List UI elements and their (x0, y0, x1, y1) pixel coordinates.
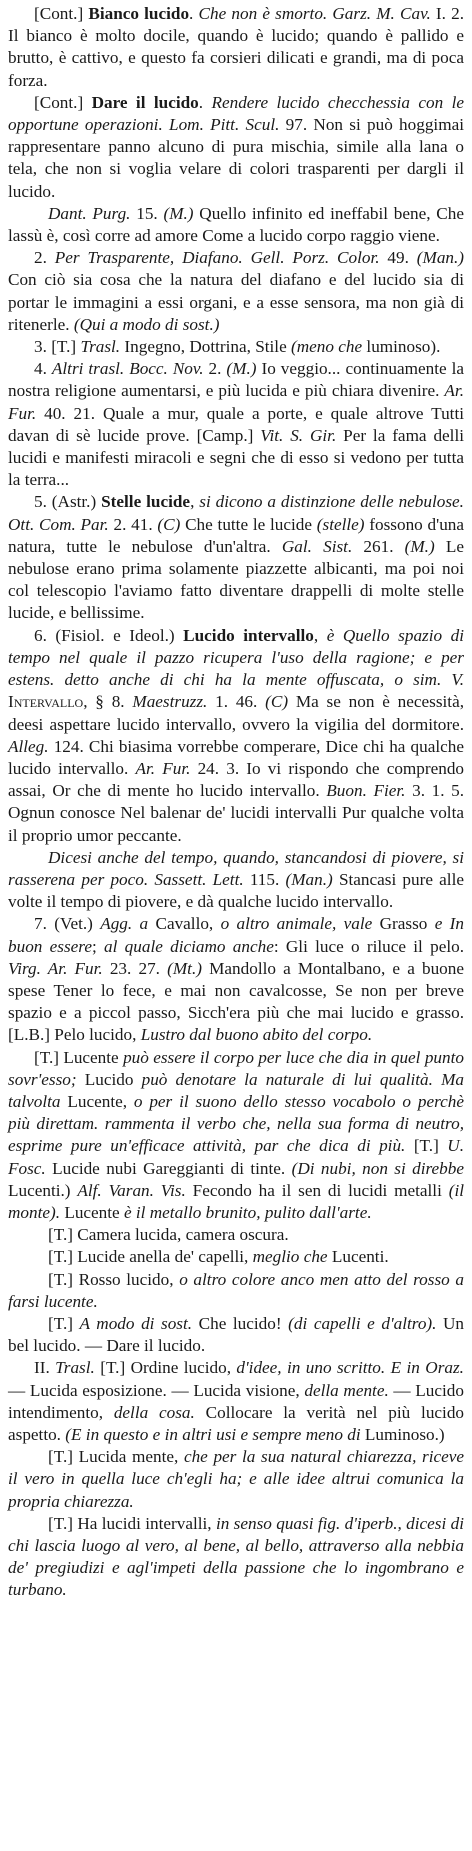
text-run: Quello infinito ed ineffabil bene, Che lassù è, così corre ad amore Come a lucido corpo raggio viene. (8, 203, 464, 246)
text-run: (M.) (163, 203, 194, 223)
text-run: al quale diciamo anche (104, 936, 274, 956)
text-run: Lucide nubi Gareggianti di tinte. (45, 1158, 292, 1178)
text-run: Che non è smorto. Garz. M. Cav. (198, 4, 431, 23)
text-run: A modo di sost. (79, 1313, 193, 1333)
text-run: o altro colore anco men atto del rosso a farsi lucente. (8, 1269, 464, 1311)
text-run: d'idee, in uno scritto. E in Oraz. (236, 1358, 464, 1378)
entry-3-trasl (8, 336, 464, 358)
text-run: Dare il lucido (91, 92, 199, 112)
text-run: della cosa. (113, 1402, 195, 1422)
text-run: [T.] (48, 1313, 80, 1333)
text-run: [T.] Lucide anella de' capelli, (48, 1247, 253, 1267)
text-run: Trasl. (80, 337, 121, 357)
text-run: Lucenti. (327, 1247, 389, 1267)
text-run: che per la sua natural chiarezza, riceve il vero in quella luce ch'egli ha; e alle idee altrui comunica la propria chiarezza. (8, 1447, 464, 1511)
entry-4-altri-trasl (8, 358, 464, 491)
text-run: (C) (265, 692, 289, 712)
text-run: è Quello spazio di tempo nel quale il pazzo ricupera l'uso della ragione; e per estens. detto anche di chi ha la mente offuscata, o sim. V. (8, 625, 464, 690)
text-run: o per il suono dello stesso vocabolo o perchè più direttam. rammenta il verbo che, nella sua forma di neutro, esprime pure un'efficace attività, par che dica di più. (8, 1091, 464, 1156)
text-run: Lucente (60, 1202, 124, 1222)
entry-ii-trasl (8, 1357, 464, 1446)
text-run: 1. 46. (207, 692, 266, 712)
text-run: Le nebulose erano prima solamente piazzette albicanti, ma poi noi col telescopio l'aviamo fatto diventare drappelli di molte stelle lucide, e bellissime. (8, 536, 464, 623)
text-run: Mandollo a Montalbano, e a buone spese Tener lo fece, e mai non cavalcosse, Se non per breve spazio e a piccol passo, Sicch'era più che mai lucido e grasso. [L.B.] Pelo lucido, (8, 958, 464, 1045)
text-run: o altro animale, vale (220, 914, 373, 934)
text-run: Bianco lucido (88, 4, 190, 23)
text-run: [T.] Camera lucida, camera oscura. (48, 1225, 289, 1245)
text-run: Lustro dal buono abito del corpo. (140, 1025, 373, 1045)
text-run: Alf. Varan. Vis. (77, 1180, 186, 1200)
entry-dare-il-lucido (8, 92, 464, 203)
text-run: Gal. Sist. (281, 536, 353, 556)
text-run: . (189, 4, 199, 23)
text-run: — Lucida esposizione. — Lucida visione, (8, 1380, 305, 1400)
text-run: Lucido intervallo (183, 625, 314, 645)
text-run: . (198, 92, 212, 112)
text-run: (meno che (291, 337, 363, 357)
text-run: [T.] Lucente (34, 1047, 124, 1067)
text-run: Ingegno, Dottrina, Stile (120, 337, 292, 357)
text-run: 23. 27. (102, 958, 168, 978)
text-run: (Mt.) (167, 958, 202, 978)
text-run: Lucente, (60, 1091, 134, 1111)
text-run: , (190, 492, 200, 512)
text-run: — Lucido intendimento, (8, 1380, 464, 1422)
text-run: I. 2. Il bianco è molto docile, quando è lucido; quando è pallido e brutto, è cattivo, e questo fa corsieri dilicati e grandi, ma di poca forza. (8, 4, 465, 90)
entry-bianco-lucido (8, 3, 464, 92)
text-run: [T.] Ha lucidi intervalli, (48, 1513, 216, 1533)
text-run: Ma se non è necessità, deesi aspettare lucido intervallo, ovvero la vigilia del dormitore. (8, 692, 464, 734)
text-run: Altri trasl. Bocc. Nov. (51, 359, 204, 379)
text-run: 3. [T.] (34, 337, 81, 357)
text-run: (M.) (226, 359, 257, 379)
text-run: , (313, 625, 327, 645)
text-run: Collocare la verità nel più lucido aspetto. (8, 1402, 465, 1444)
text-run: [T.] (405, 1136, 448, 1156)
text-run: (Man.) (416, 248, 465, 268)
text-run: Lucido (76, 1069, 142, 1089)
text-run: Per la fama delli lucidi e manifesti miracoli e segni che di esso si vedono per tutta la terra... (8, 425, 464, 490)
text-run: meglio che (252, 1247, 328, 1267)
text-run: [T.] Ordine lucido, (94, 1358, 237, 1378)
text-run: Che tutte le lucide (180, 514, 317, 534)
text-run: 2. (34, 248, 55, 268)
text-run: 24. 3. Io vi rispondo che comprendo assai, Or che di mente ho lucido intervallo. (8, 758, 465, 801)
text-run: Intervallo (8, 692, 84, 712)
entry-lucide-anella (8, 1246, 464, 1268)
text-run: Agg. a (100, 914, 149, 934)
text-run: 3. 1. 5. Ognun conosce Nel balenar de' lucidi intervalli Pur qualche volta il proprio umor peccante. (8, 781, 465, 845)
text-run: fossono d'una natura, tutte le nebulose d'un'altra. (8, 514, 465, 556)
text-run: U. Fosc. (8, 1136, 464, 1178)
text-run: : Gli luce o riluce il pelo. (273, 936, 464, 956)
text-run: Per Trasparente, Diafano. Gell. Porz. Color. (54, 248, 380, 268)
text-run: Cavallo, (148, 914, 221, 934)
text-run: 7. (Vet.) (34, 914, 101, 934)
entry-modo-di-sost (8, 1313, 464, 1357)
text-run: Con ciò sia cosa che la natura del diafano e del lucido sia di portar le immagini a essi organi, e a esse sensora, ma non già di ritenerle. (8, 270, 464, 334)
text-run: II. (34, 1358, 56, 1378)
text-run: [T.] Lucida mente, (48, 1447, 184, 1467)
entry-camera-lucida (8, 1224, 464, 1246)
entry-dant-purg (8, 203, 464, 247)
text-run: Ar. Fur. (8, 381, 464, 423)
text-run: 115. (243, 869, 286, 889)
text-run: 5. (Astr.) (34, 492, 102, 512)
entry-6-lucido-intervallo (8, 625, 464, 847)
entry-5-stelle-lucide (8, 491, 464, 624)
text-run: 40. 21. Quale a mur, quale a porte, e quale altrove Tutti davan di sè lucide prove. [Camp.] (8, 403, 464, 445)
text-run: Dicesi anche del tempo, quando, stancandosi di piovere, si rasserena per poco. Sassett. Lett. (8, 847, 464, 889)
text-run: Lucenti.) (8, 1180, 78, 1200)
text-run: ; (91, 936, 105, 956)
text-run: Trasl. (55, 1358, 95, 1378)
text-run: luminoso). (362, 337, 441, 357)
text-run: 2. 41. (108, 514, 158, 534)
text-run: Vit. S. Gir. (260, 425, 337, 445)
entry-lucidi-intervalli (8, 1513, 464, 1602)
text-run: , § 8. (83, 692, 133, 712)
entry-7-vet (8, 913, 464, 1046)
text-run: (Qui a modo di sost.) (73, 314, 220, 334)
entry-rosso-lucido (8, 1269, 464, 1313)
text-run: della mente. (304, 1380, 389, 1400)
text-run: (Di nubi, non si direbbe (291, 1158, 464, 1178)
text-run: (C) (157, 514, 181, 534)
entry-lucida-mente (8, 1446, 464, 1513)
text-run: 6. (Fisiol. e Ideol.) (34, 625, 184, 645)
text-run: 49. (379, 248, 417, 268)
text-run: 2. (203, 359, 227, 379)
text-run: [T.] Rosso lucido, (48, 1269, 180, 1289)
text-run: Un bel lucido. — Dare il lucido. (8, 1313, 465, 1356)
text-run: [Cont.] (34, 92, 92, 112)
text-run: Luminoso.) (360, 1425, 445, 1444)
text-run: Stancasi pure alle volte il tempo di piovere, e dà qualche lucido intervallo. (8, 869, 464, 912)
text-run: (Man.) (285, 869, 333, 889)
text-run: (E in questo e in altri usi e sempre meno di (65, 1425, 361, 1444)
text-run: 261. (352, 536, 405, 556)
text-run: Maestruzz. (132, 692, 208, 712)
text-run: (stelle) (316, 514, 365, 534)
entry-2-trasparente (8, 247, 464, 336)
text-run: in senso quasi fig. d'iperb., dicesi di chi lascia luogo al vero, al bene, al bello, attraverso alla nebbia de' pregiudizi e agl'impeti della passione che lo ingombrano e turbano. (8, 1513, 464, 1600)
text-run: Alleg. (8, 736, 49, 756)
entry-lucente (8, 1047, 464, 1225)
entry-dicesi-del-tempo (8, 847, 464, 914)
text-run: può denotare la naturale di lui qualità. Ma talvolta (8, 1069, 464, 1111)
text-run: In buon essere (8, 914, 464, 956)
text-run: 124. Chi biasima vorrebbe comperare, Dice chi ha qualche lucido intervallo. (8, 736, 464, 778)
text-run: [Cont.] (34, 4, 89, 23)
text-run: Che lucido! (192, 1313, 289, 1333)
text-run: è il metallo brunito, pulito dall'arte. (123, 1202, 372, 1222)
text-run: si dicono a distinzione delle nebulose. Ott. Com. Par. (8, 492, 464, 534)
text-run: Ar. Fur. (135, 758, 191, 778)
text-run: e (434, 914, 443, 934)
text-run: 15. (130, 203, 164, 223)
text-run: Dant. Purg. (48, 203, 131, 223)
text-run: Buon. Fier. (326, 781, 406, 801)
text-run: (M.) (404, 536, 435, 556)
text-run: Stelle lucide (101, 492, 191, 512)
text-run: Rendere lucido checchessia con le opportune operazioni. Lom. Pitt. Scul. (8, 92, 464, 135)
text-run: (il monte). (8, 1180, 464, 1222)
text-run: Fecondo ha il sen di lucidi metalli (185, 1180, 449, 1200)
text-run: 97. Non si può hoggimai rappresentare panno alcuno di pura mischia, simile alla lana o tela, che non si voglia velare di colori trasparenti per dargli il lucido. (8, 115, 464, 201)
text-run: Grasso (372, 914, 435, 934)
text-run: può essere il corpo per luce che dia in quel punto sovr'esso; (8, 1047, 464, 1089)
text-run: 4. (34, 359, 52, 379)
text-run: (di capelli e d'altro). (288, 1313, 437, 1333)
text-run: Io veggio... continuamente la nostra religione aumentarsi, e più lucida e più chiara divenire. (8, 359, 465, 401)
text-run: Virg. Ar. Fur. (8, 958, 103, 978)
